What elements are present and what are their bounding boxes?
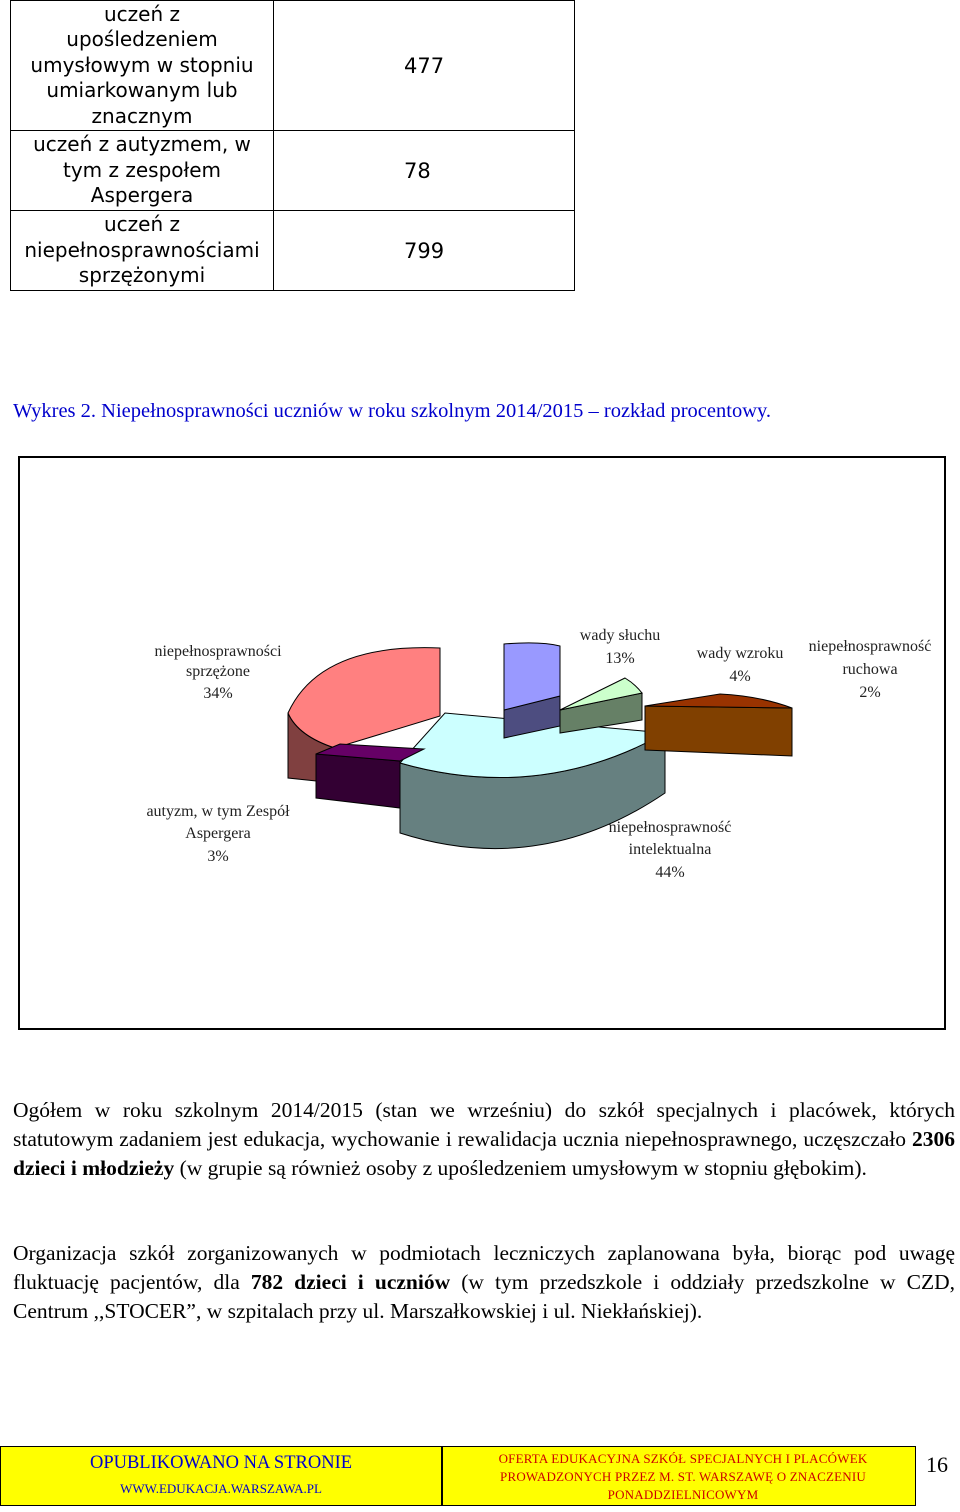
label-sprzezone (138, 642, 298, 704)
label-line: 4% (729, 668, 751, 685)
footer-title (442, 1446, 916, 1506)
label-wzrok (680, 644, 800, 687)
label-line: znacznym (91, 103, 193, 128)
slice-autyzm-side (316, 754, 400, 808)
label-line: ruchowa (842, 661, 898, 678)
disability-table (10, 0, 575, 291)
label-line: tym z zespołem (63, 157, 221, 182)
page-number: 16 (926, 1452, 948, 1477)
pie-chart (18, 456, 946, 1030)
para-text: Organizacja szkół zorganizowanych w podmiotach leczniczych zaplanowana była, biorąc pod uwagę fluktuację pacjentów, dla (13, 1241, 955, 1294)
label-line: Aspergera (90, 183, 194, 208)
label-line: wady wzroku (696, 645, 784, 662)
table-cell-label (11, 1, 274, 131)
label-line: sprzężone (186, 663, 250, 680)
label-line: niepełnosprawność (808, 638, 932, 655)
table-cell-value: 799 (274, 211, 575, 291)
label-autyzm (128, 802, 308, 867)
label-line: umysłowym w stopniu (30, 52, 254, 77)
para-text: Ogółem w roku szkolnym 2014/2015 (stan we wrześniu) do szkół specjalnych i placówek, których statutowym zadaniem jest edukacja, wychowanie i rewalidacja ucznia niepełnosprawnego, uczęszczało (13, 1098, 955, 1151)
label-line: niepełnosprawności (154, 643, 282, 660)
paragraph-hospital-schools (13, 1239, 955, 1326)
label-line: 13% (605, 650, 635, 667)
para-text: (w tym przedszkole i oddziały przedszkolne w CZD, Centrum ,,STOCER”, w szpitalach przy ul. Marszałkowskiej i ul. Niekłańskiej). (13, 1270, 955, 1323)
label-ruch (790, 637, 950, 703)
chart-caption: Wykres 2. Niepełnosprawności uczniów w roku szkolnym 2014/2015 – rozkład procentowy. (13, 400, 772, 422)
label-line: 34% (203, 685, 233, 702)
label-line: uczeń z (103, 1, 180, 26)
para-text: (w grupie są również osoby z upośledzeniem umysłowym w stopniu głębokim). (174, 1156, 867, 1180)
pie-chart-svg (20, 458, 948, 1032)
page-footer (0, 1446, 960, 1506)
label-line: wady słuchu (579, 627, 661, 644)
label-line: umiarkowanym lub (46, 78, 238, 103)
table-cell-label (11, 131, 274, 211)
footer-title-line: PONADDZIELNICOWYM (607, 1487, 759, 1502)
label-line: Aspergera (185, 825, 251, 842)
footer-published-label: OPUBLIKOWANO NA STRONIE (89, 1453, 353, 1473)
slice-sprzezone (288, 648, 440, 748)
label-line: upośledzeniem (66, 27, 218, 52)
footer-title-line: PROWADZONYCH PRZEZ M. ST. WARSZAWĘ O ZNACZENIU (500, 1469, 866, 1484)
para-bold: 2306 dzieci i młodzieży (13, 1127, 955, 1180)
label-line: sprzężonymi (78, 263, 206, 288)
footer-website: WWW.EDUKACJA.WARSZAWA.PL (120, 1481, 322, 1496)
label-line: uczeń z (103, 212, 180, 237)
slice-ruch (645, 694, 792, 708)
para-bold: 782 dzieci i uczniów (250, 1270, 451, 1294)
label-line: 3% (207, 848, 229, 865)
label-line: 44% (655, 864, 685, 881)
label-sluch (560, 626, 680, 669)
label-line: 2% (859, 684, 881, 701)
table-cell-label (11, 211, 274, 291)
footer-title-line: OFERTA EDUKACYJNA SZKÓŁ SPECJALNYCH I PLACÓWEK (498, 1451, 868, 1466)
page-number-box (916, 1446, 960, 1506)
label-intel (590, 818, 750, 883)
footer-published (0, 1446, 442, 1506)
table-row (11, 1, 575, 131)
label-line: niepełnosprawnościami (24, 237, 260, 262)
label-line: niepełnosprawność (608, 819, 732, 836)
slice-ruch-side (645, 706, 792, 756)
table-row (11, 131, 575, 211)
table-cell-value: 78 (274, 131, 575, 211)
table-cell-value: 477 (274, 1, 575, 131)
label-line: autyzm, w tym Zespół (146, 803, 290, 820)
label-line: intelektualna (628, 841, 712, 858)
label-line: uczeń z autyzmem, w (33, 132, 251, 157)
paragraph-total (13, 1096, 955, 1183)
table-row (11, 211, 575, 291)
